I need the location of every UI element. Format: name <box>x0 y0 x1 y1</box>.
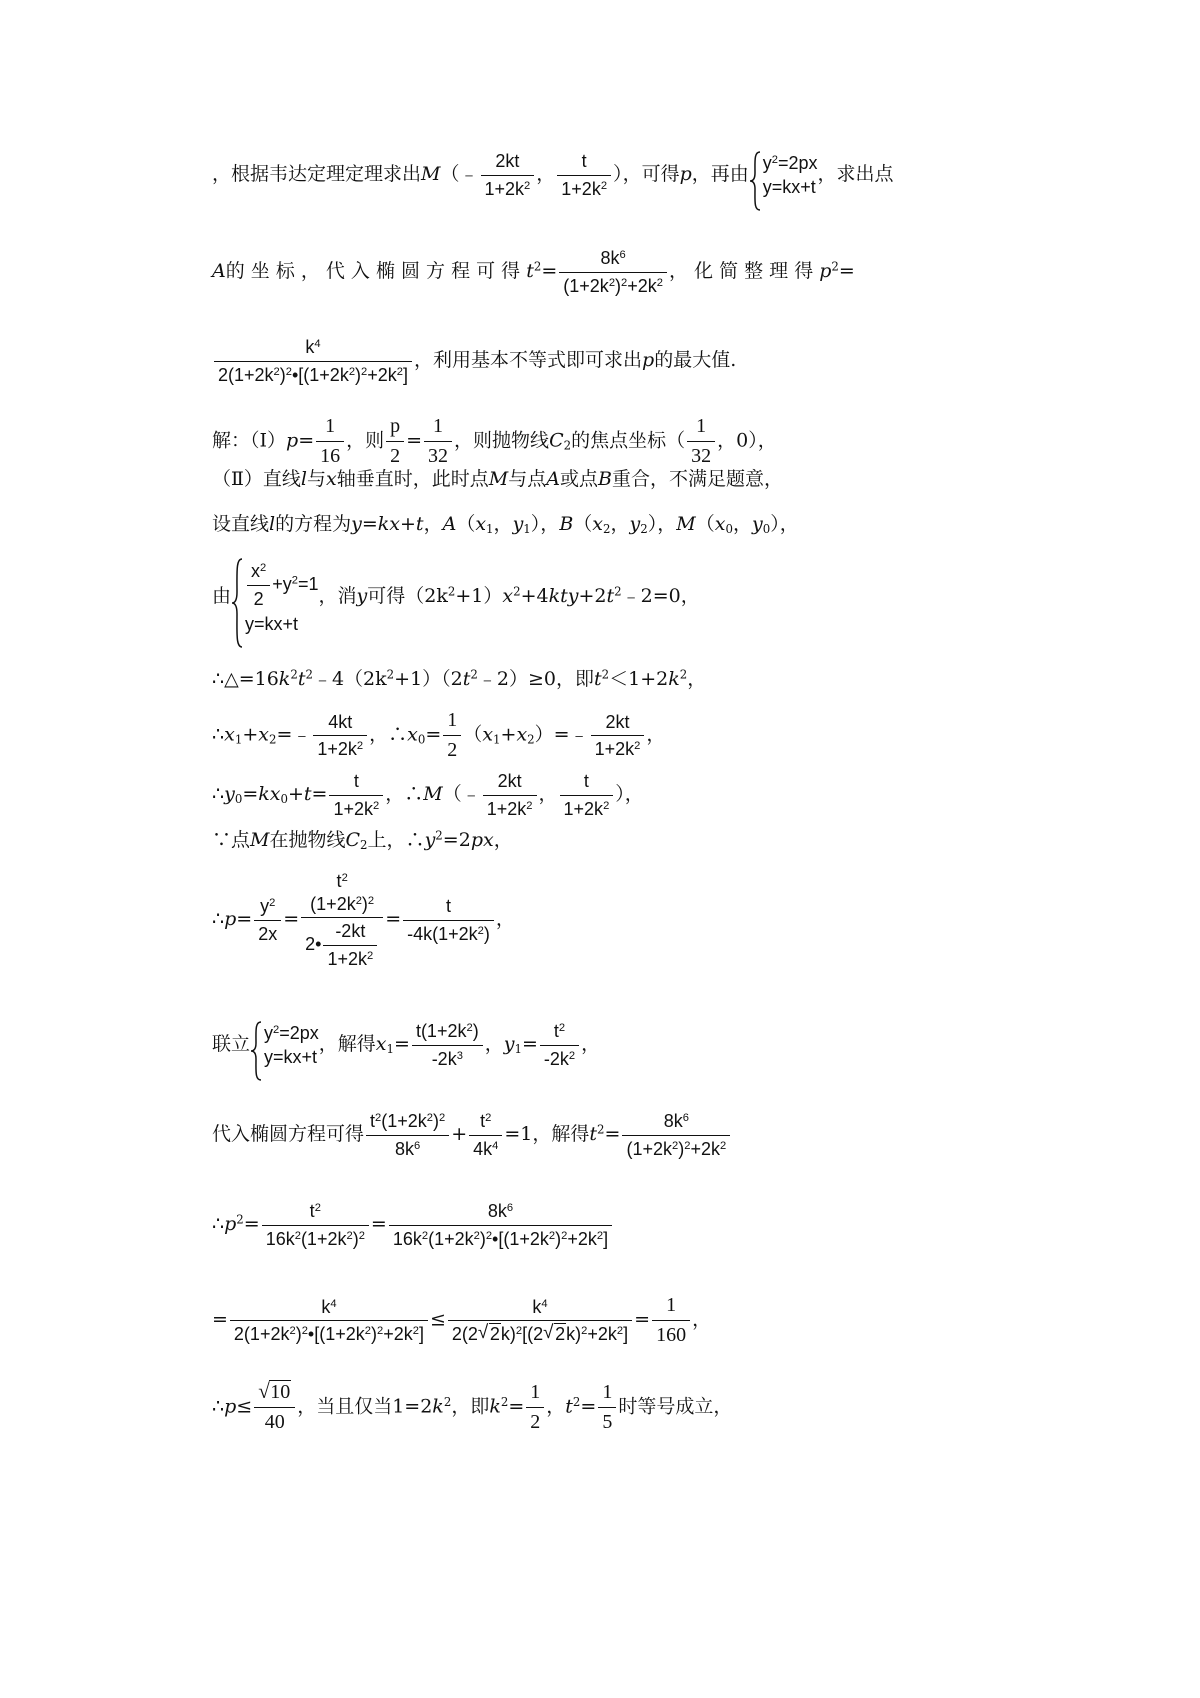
fraction: $\frac{1}{16}$ <box>316 414 344 469</box>
text: 由 <box>212 585 232 608</box>
fraction: $\frac{4kt}{1+2k^2}$ <box>313 711 367 761</box>
fraction: $\frac{t}{1+2k^2}$ <box>557 150 611 200</box>
fraction: $\frac{t^2}{-2k^2}$ <box>540 1020 579 1070</box>
solution-substitute: 代入椭圆方程可得 $\frac{t^2(1+2k^2)^2}{8k^6}$ + $\frac{t^2}{4k^4}$ =1，解得$t^2=$ $\frac{8k^6}{(1+2k^2)^2+2k^2}$ <box>212 1110 1052 1160</box>
analysis-line-2: A的 坐 标 ， 代 入 椭 圆 方 程 可 得 $t^2=$ $\frac{8k^6}{(1+2k^2)^2+2k^2}$ ， 化 简 整 理 得 $p^2=$ <box>212 248 855 296</box>
text: ，0）， <box>717 429 777 452</box>
text: ，解得 <box>318 1033 376 1055</box>
solution-p: ∴p= $\frac{y^2}{2x}$ = $t^2$ $(1+2k^2)^2$ 2• $\frac{-2kt}{1+2k^2}$ = $\frac{t}{-4k(1+2k^2)}$ ， <box>212 871 515 969</box>
text: ，可得 <box>622 163 680 185</box>
text: ，利用基本不等式即可求出 <box>414 349 643 371</box>
analysis-line-1: ，根据韦达定理定理求出M（﹣ $\frac{2kt}{1+2k^2}$ ， $\frac{t}{1+2k^2}$ ），可得p，再由 $y^2=2px$ y=kx+t ，求出点 <box>212 150 1052 200</box>
solution-inequality: = $\frac{k^4}{2(1+2k^2)^2•[(1+2k^2)^2+2k^2]}$ ≤ $\frac{k^4}{2(2√ 2k)^2[(2√ 2k)^2+2k^2]}$ = $\frac{1}{160}$ ， <box>212 1293 1052 1348</box>
solution-p-squared: $\therefore p^2=$ $\frac{t^2}{16k^2(1+2k^2)^2}$ = $\frac{8k^6}{16k^2(1+2k^2)^2•[(1+2k^2)^2+2k^2]}$ <box>212 1200 1052 1250</box>
text: ﹣4（2k <box>312 668 387 690</box>
text: 代入椭圆方程可得 <box>212 1123 365 1145</box>
text: 与 <box>307 468 327 490</box>
fraction: $\frac{t}{1+2k^2}$ <box>560 770 614 820</box>
fraction: $\frac{y^2}{2x}$ <box>254 895 281 945</box>
text: 与点 <box>508 468 547 490</box>
text: 的方程为 <box>275 513 352 535</box>
solution-set-line: 设直线l的方程为y=kx+t，$A(x_1$，$y_1$），$B(x_2$，$y_2$），$M(x_0$，$y_0$）， <box>212 513 799 536</box>
fraction: $\frac{t}{-4k(1+2k^2)}$ <box>403 895 494 945</box>
fraction: $\frac{k^4}{2(1+2k^2)^2•[(1+2k^2)^2+2k^2]}$ <box>230 1296 428 1346</box>
fraction: $\frac{8k^6}{(1+2k^2)^2+2k^2}$ <box>622 1110 730 1160</box>
fraction: $\frac{t^2(1+2k^2)^2}{8k^6}$ <box>366 1110 449 1160</box>
fraction: $\frac{t^2}{16k^2(1+2k^2)^2}$ <box>262 1200 369 1250</box>
equation-system: $y^2=2px$ y=kx+t <box>250 1021 319 1070</box>
fraction: $\frac{1}{5}$ <box>598 1380 616 1435</box>
text: ≥0，即 <box>528 668 595 690</box>
text: ∴ <box>212 723 225 746</box>
text: ，消 <box>318 585 357 608</box>
solution-because: ∵点M在抛物线$C_2$上，$\therefore y^2=2px$， <box>212 828 513 852</box>
compound-fraction: $t^2$ $(1+2k^2)^2$ 2• $\frac{-2kt}{1+2k^2}$ <box>301 870 383 970</box>
solution-sum: $\therefore x_1+x_2=﹣$ $\frac{4kt}{1+2k^2}$ ，$\therefore x_0=$ $\frac{1}{2}$ $(x_1+x_2)=﹣$ $\frac{2kt}{1+2k^2}$ ， <box>212 709 666 761</box>
equation-system: $\frac{x^2}{2}$ $+y^2=1$ y=kx+t <box>231 558 318 636</box>
fraction: $\frac{p}{2}$ <box>386 414 404 469</box>
text: 重合，不满足题意， <box>611 468 783 490</box>
fraction: $\frac{2kt}{1+2k^2}$ <box>483 770 537 820</box>
fraction: $\frac{k^4}{2(2√ 2k)^2[(2√ 2k)^2+2k^2]}$ <box>448 1296 632 1346</box>
text: 在抛物线 <box>269 829 346 851</box>
solution-delta: $\therefore\triangle=16k^2t^2﹣4(2k^2+1)(2t^2﹣2)\ge 0$，即$t^2<1+2k^2$， <box>212 667 707 690</box>
text: ，求出点 <box>817 163 894 185</box>
text: 上，∴ <box>367 829 425 851</box>
text: 设直线 <box>212 513 270 535</box>
solution-conclusion: ∴p≤ √ $\frac{10}{40}$ ，当且仅当$1=2k^2$，即$k^2=$ $\frac{1}{2}$ ，$t^2=$ $\frac{1}{5}$ 时等号成立， <box>212 1380 1052 1435</box>
fraction: $\frac{t(1+2k^2)}{-2k^3}$ <box>412 1020 483 1070</box>
text: ∴ <box>212 1213 225 1235</box>
solution-system-ellipse: 由 $\frac{x^2}{2}$ $+y^2=1$ y=kx+t ，消y可得$(2k^2+1)x^2+4kty+2t^2﹣2=0$， <box>212 558 1052 636</box>
text: 的 坐 标 ， 代 入 椭 圆 方 程 可 得 <box>225 260 521 282</box>
solution-joint: 联立 $y^2=2px$ y=kx+t ，解得$x_1=$ $\frac{t(1+2k^2)}{-2k^3}$ ，$y_1=$ $\frac{t^2}{-2k^2}$ ， <box>212 1020 1052 1070</box>
text: ，再由 <box>691 163 749 185</box>
solution-part1: 解：（Ⅰ）p= $\frac{1}{16}$ ，则 $\frac{p}{2}$ = $\frac{1}{32}$ ，则抛物线$C_2$的焦点坐标（ $\frac{1}{32}$ ，0）， <box>212 415 777 467</box>
fraction: $\frac{8k^6}{16k^2(1+2k^2)^2•[(1+2k^2)^2+2k^2]}$ <box>389 1200 612 1250</box>
fraction: $\frac{t^2}{4k^4}$ <box>469 1110 502 1160</box>
analysis-line-3: $\frac{k^4}{2(1+2k^2)^2•[(1+2k^2)^2+2k^2]}$ ，利用基本不等式即可求出p的最大值. <box>212 336 1052 386</box>
fraction: $\frac{1}{160}$ <box>652 1293 690 1348</box>
fraction: $\frac{x^2}{2}$ <box>247 560 270 610</box>
fraction: √ $\frac{10}{40}$ <box>254 1380 295 1435</box>
fraction: $\frac{1}{32}$ <box>424 414 452 469</box>
fraction: $\frac{8k^6}{(1+2k^2)^2+2k^2}$ <box>559 247 667 297</box>
text: （Ⅱ）直线 <box>212 468 301 490</box>
fraction: $\frac{-2kt}{1+2k^2}$ <box>323 920 377 970</box>
solution-y0: $\therefore y_0=kx_0+t=$ $\frac{t}{1+2k^2}$ ，∴M（﹣ $\frac{2kt}{1+2k^2}$ ， $\frac{t}{1+2k^2}$ ）， <box>212 771 644 819</box>
text: ，解得 <box>532 1123 590 1145</box>
text: 时等号成立， <box>618 1395 733 1418</box>
text: 的最大值. <box>654 349 737 371</box>
text: ∵点 <box>212 829 251 851</box>
text: ，即 <box>451 1395 490 1418</box>
text: ，则抛物线 <box>454 429 550 452</box>
fraction: $\frac{k^4}{2(1+2k^2)^2•[(1+2k^2)^2+2k^2]}$ <box>214 336 412 386</box>
fraction: $\frac{2kt}{1+2k^2}$ <box>481 150 535 200</box>
fraction: $\frac{t}{1+2k^2}$ <box>329 770 383 820</box>
text: ∴△=16 <box>212 668 279 690</box>
text: 可得（2k <box>367 585 448 608</box>
equation-system: $y^2=2px$ y=kx+t <box>749 151 818 200</box>
fraction: $\frac{2kt}{1+2k^2}$ <box>591 711 645 761</box>
text: 解：（Ⅰ） <box>212 429 287 452</box>
fraction: $\frac{1}{32}$ <box>687 414 715 469</box>
text: ，当且仅当1=2 <box>297 1395 433 1418</box>
solution-part2: （Ⅱ）直线l与x轴垂直时，此时点M与点A或点B重合，不满足题意， <box>212 468 783 490</box>
fraction: $\frac{1}{2}$ <box>443 708 461 763</box>
text: ， 化 简 整 理 得 <box>669 260 814 282</box>
text: 联立 <box>212 1033 251 1055</box>
text: 的焦点坐标（ <box>571 429 686 452</box>
fraction: $\frac{1}{2}$ <box>526 1380 544 1435</box>
text: 轴垂直时，此时点 <box>336 468 489 490</box>
text: ，根据韦达定理定理求出 <box>212 163 422 185</box>
text: ，则 <box>346 429 385 452</box>
text: 或点 <box>559 468 598 490</box>
